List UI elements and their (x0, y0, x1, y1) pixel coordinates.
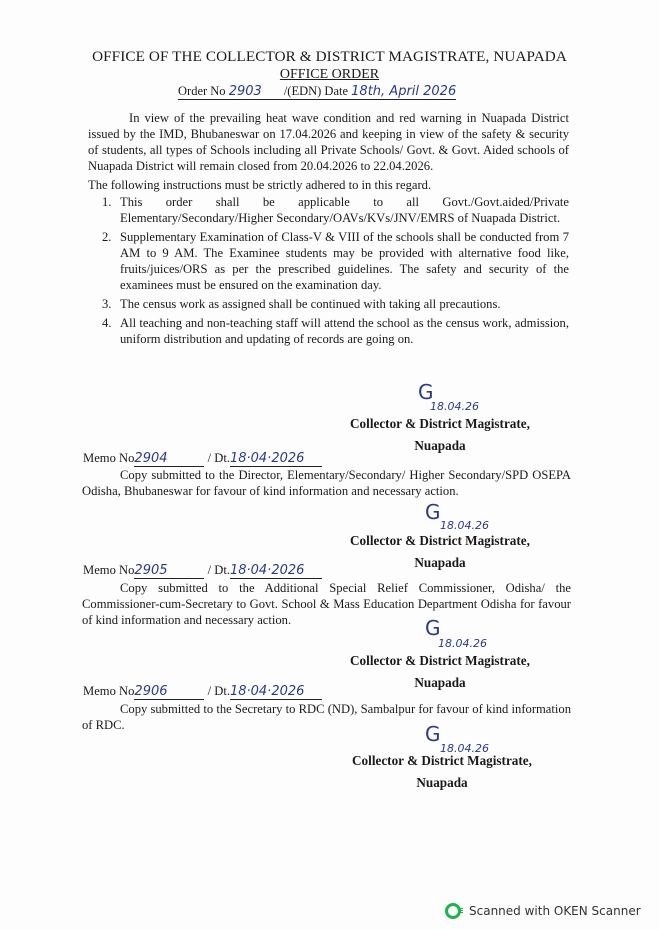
memo-copy-text: Copy submitted to the Director, Elementary/Secondary/ Higher Secondary/SPD OSEPA Odisha, Bhubaneswar for favour of kind information and necessary action. (82, 468, 571, 498)
memo-copy-text: Copy submitted to the Additional Special Relief Commissioner, Odisha/ the Commissioner-cum-Secretary to Govt. School & Mass Education Department Odisha for favour of kind information and necessary action. (82, 581, 571, 627)
scanner-watermark: Scanned with OKEN Scanner (445, 903, 641, 919)
instructions-lead: The following instructions must be strictly adhered to in this regard. (88, 178, 432, 192)
memo-line: Memo No2905 / Dt.18·04·2026 (83, 563, 322, 579)
order-date: 18th, April 2026 (351, 84, 457, 99)
memo-line: Memo No2904 / Dt.18·04·2026 (83, 451, 322, 467)
instructions-list (88, 194, 569, 350)
instruction-item: 1. This order shall be applicable to all Govt./Govt.aided/Private Elementary/Secondary/Higher Secondary/OAVs/KVs/JNV/EMRS of Nuapada District. (102, 195, 569, 225)
signature-date: 18.04.26 (440, 742, 489, 755)
order-suffix: /(EDN) Date (283, 84, 349, 98)
signature-date: 18.04.26 (430, 400, 479, 413)
memo-copy-text: Copy submitted to the Secretary to RDC (ND), Sambalpur for favour of kind information of RDC. (82, 702, 571, 732)
order-number: 2903 (228, 84, 262, 99)
memo-number: 2906 (134, 684, 204, 700)
signature-block: Collector & District Magistrate, Nuapada (350, 533, 530, 570)
signature-date: 18.04.26 (440, 519, 489, 532)
signature-initial: G (425, 616, 441, 640)
instruction-item: 4. All teaching and non-teaching staff will attend the school as the census work, admission, uniform distribution and updating of records are going on. (102, 316, 569, 346)
memo-number: 2905 (134, 563, 204, 579)
memo-date: 18·04·2026 (230, 563, 322, 579)
memo-number: 2904 (134, 451, 204, 467)
signature-block: Collector & District Magistrate, Nuapada (352, 753, 532, 790)
office-heading: OFFICE OF THE COLLECTOR & DISTRICT MAGISTRATE, NUAPADA (92, 48, 567, 65)
oken-scanner-logo-icon (445, 903, 461, 919)
signature-block: Collector & District Magistrate, Nuapada (350, 416, 530, 453)
order-number-line (178, 84, 456, 100)
intro-paragraph: In view of the prevailing heat wave condition and red warning in Nuapada District issued by the IMD, Bhubaneswar on 17.04.2026 and keeping in view of the safety & security of students, all types of Schools including all Private Schools/ Govt. & Govt. Aided schools of Nuapada District will remain closed from 20.04.2026 to 22.04.2026. (88, 111, 569, 173)
order-label: Order No (178, 84, 226, 98)
memo-date: 18·04·2026 (230, 684, 322, 700)
memo-line: Memo No2906 / Dt.18·04·2026 (83, 684, 322, 700)
document-title: OFFICE ORDER (279, 67, 380, 82)
signature-initial: G (425, 722, 441, 746)
signature-initial: G (418, 380, 434, 404)
signature-block: Collector & District Magistrate, Nuapada (350, 653, 530, 690)
instruction-item: 3. The census work as assigned shall be continued with taking all precautions. (102, 297, 501, 311)
signature-date: 18.04.26 (438, 637, 487, 650)
instruction-item: 2. Supplementary Examination of Class-V & VIII of the schools shall be conducted from 7 AM to 9 AM. The Examinee students may be provided with alternative food like, fruits/juices/ORS as per the prescribed guidelines. The safety and security of the examinees must be ensured on the examination day. (102, 230, 569, 292)
signature-initial: G (425, 500, 441, 524)
memo-date: 18·04·2026 (230, 451, 322, 467)
